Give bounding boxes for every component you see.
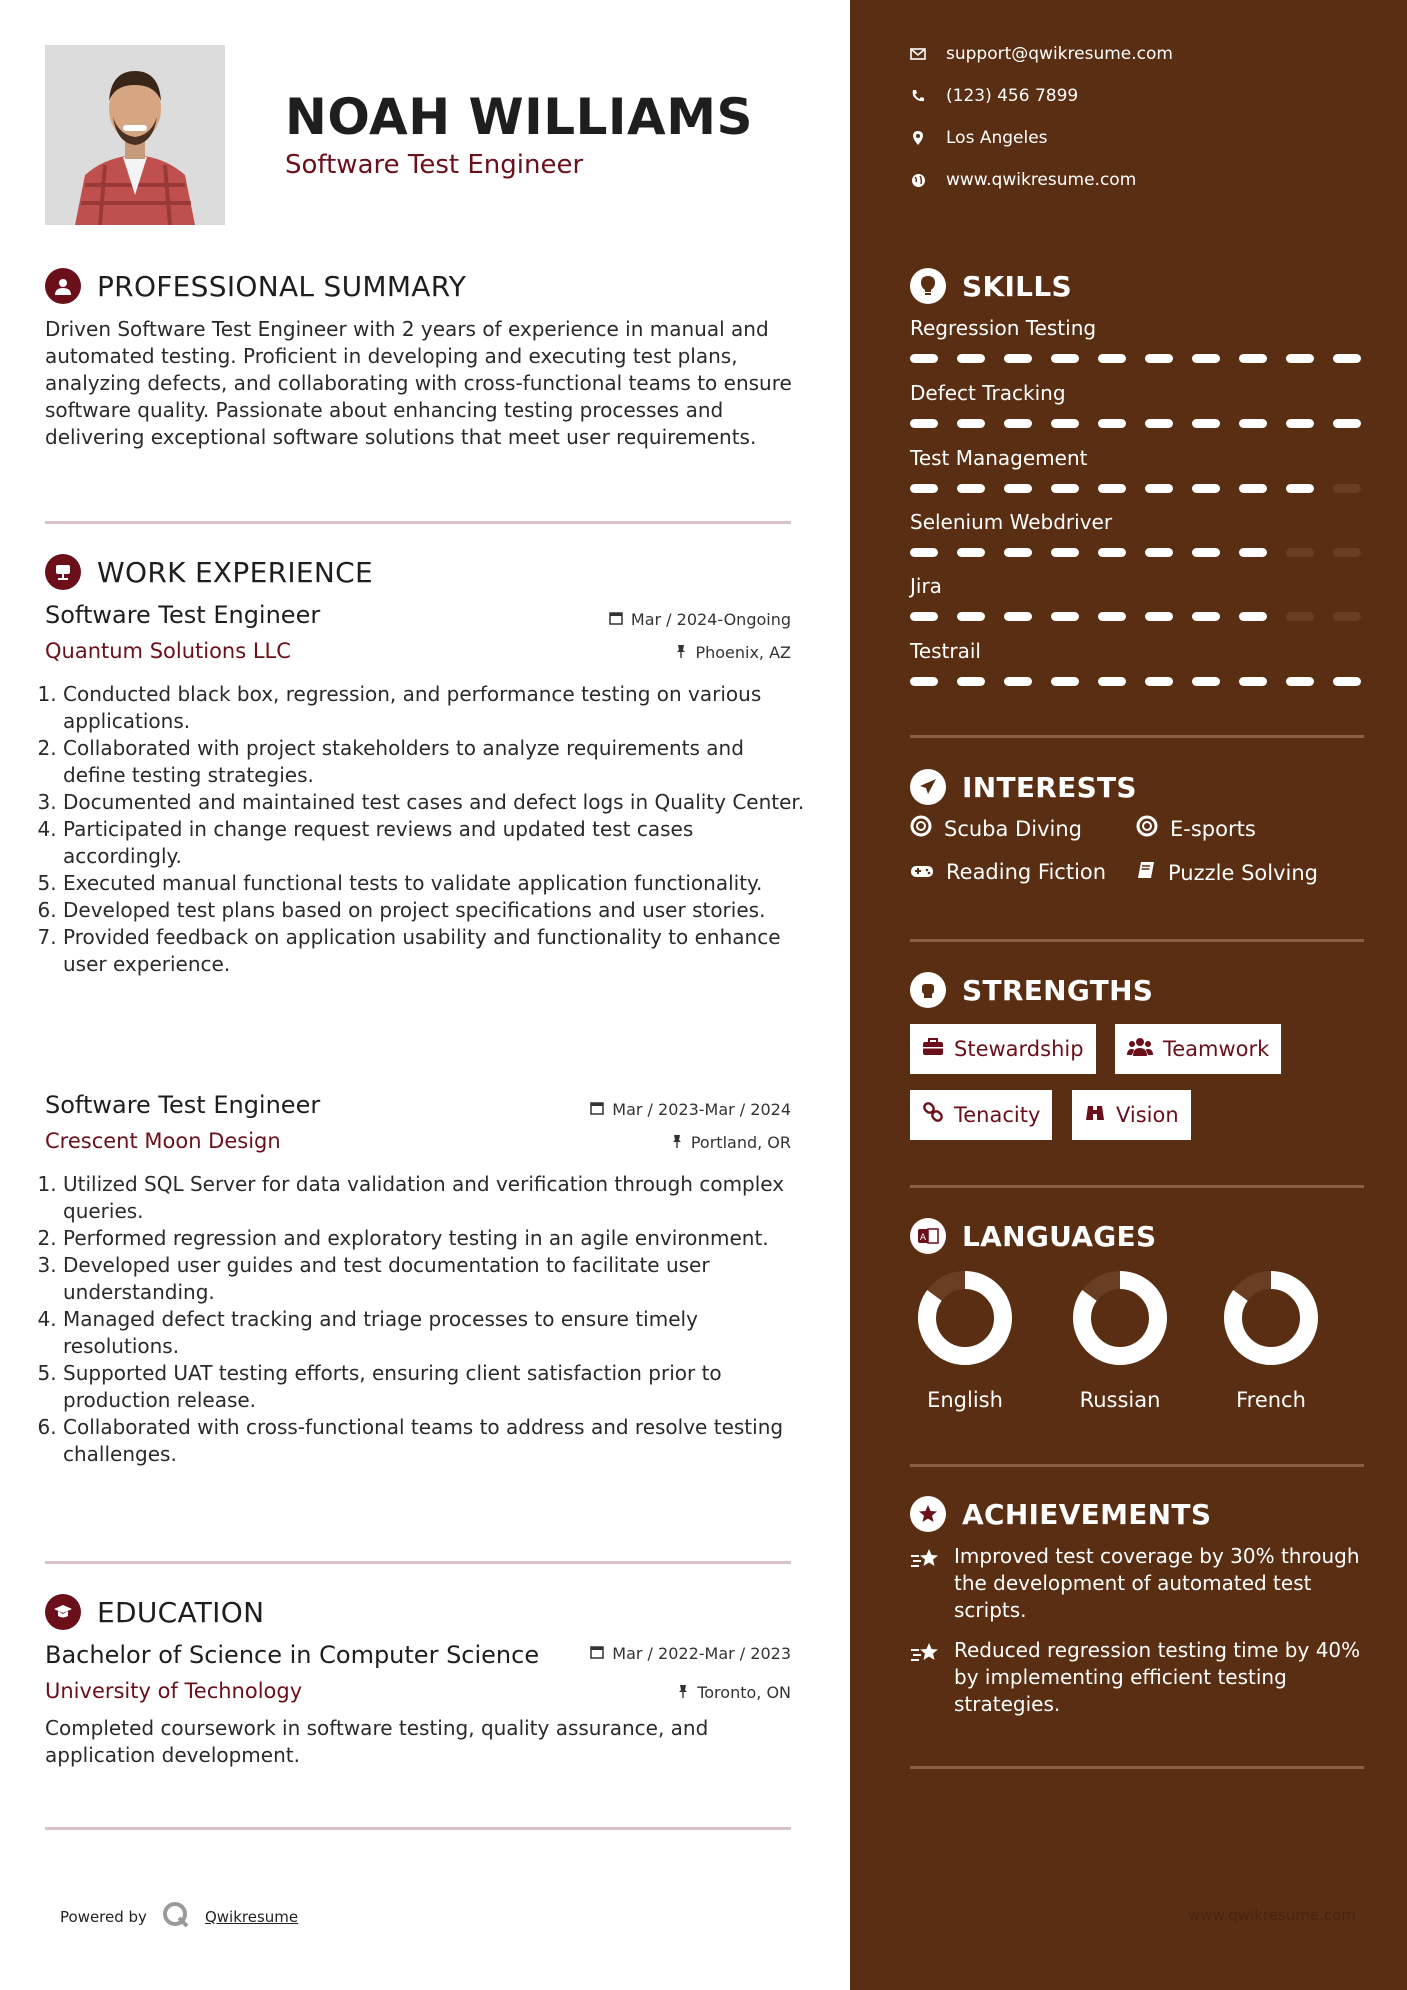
skills-title: SKILLS — [962, 269, 1072, 303]
language-item: Russian — [1065, 1270, 1175, 1412]
job-title: Software Test Engineer — [45, 601, 321, 629]
job-company: Crescent Moon Design — [45, 1129, 281, 1153]
skill-level-segment — [1333, 354, 1361, 363]
divider — [910, 1766, 1364, 1769]
skill-level-segment — [1333, 677, 1361, 686]
skill-item: Defect Tracking — [910, 381, 1364, 428]
skill-level-segment — [1051, 354, 1079, 363]
list-item: 7. Provided feedback on application usability and functionality to enhance user experience. — [63, 924, 805, 978]
skill-level-segment — [1051, 612, 1079, 621]
skill-level-segment — [957, 354, 985, 363]
candidate-role: Software Test Engineer — [285, 150, 584, 180]
job-location: Phoenix, AZ — [675, 643, 791, 662]
language-icon — [910, 1218, 946, 1254]
skill-level-segment — [1004, 354, 1032, 363]
skill-level-segment — [1145, 484, 1173, 493]
skill-level-segment — [1239, 677, 1267, 686]
language-gauge — [1072, 1270, 1168, 1366]
job-date: Mar / 2023-Mar / 2024 — [590, 1100, 791, 1119]
languages-heading — [910, 1218, 1156, 1254]
interest-item: Puzzle Solving — [1136, 860, 1318, 885]
skill-level-segment — [957, 484, 985, 493]
list-item: 1. Conducted black box, regression, and performance testing on various applications. — [63, 681, 805, 735]
summary-heading — [45, 268, 466, 304]
skill-level-segment — [1286, 548, 1314, 557]
skill-level-segment — [1145, 548, 1173, 557]
skill-level-segment — [1098, 484, 1126, 493]
achievement-item: Reduced regression testing time by 40% by implementing efficient testing strategies. — [910, 1637, 1364, 1718]
skill-level-segment — [1192, 548, 1220, 557]
skill-level-segment — [1333, 419, 1361, 428]
interests-title: INTERESTS — [962, 770, 1137, 804]
education-location: Toronto, ON — [677, 1683, 791, 1702]
experience-title: WORK EXPERIENCE — [97, 555, 373, 589]
strength-chip: Stewardship — [910, 1024, 1096, 1074]
education-heading — [45, 1594, 264, 1630]
qwikresume-logo-icon — [161, 1900, 191, 1934]
briefcase-icon — [922, 1037, 944, 1061]
job-title: Software Test Engineer — [45, 1091, 321, 1119]
skill-level-bar — [910, 354, 1364, 363]
language-gauge — [1223, 1270, 1319, 1366]
shooting-star-icon — [910, 1543, 940, 1624]
skill-item: Testrail — [910, 639, 1364, 686]
skill-level-segment — [1239, 419, 1267, 428]
footer-url: www.qwikresume.com — [1188, 1906, 1356, 1924]
experience-heading — [45, 554, 373, 590]
list-item: 5. Supported UAT testing efforts, ensuring client satisfaction prior to production release. — [63, 1360, 805, 1414]
skill-item: Selenium Webdriver — [910, 510, 1364, 557]
contact-location: Los Angeles — [910, 128, 1048, 148]
skill-level-bar — [910, 484, 1364, 493]
skill-level-segment — [1333, 484, 1361, 493]
interests-heading — [910, 769, 1137, 805]
skill-level-segment — [1333, 612, 1361, 621]
education-title: EDUCATION — [97, 1595, 265, 1629]
skill-level-segment — [910, 419, 938, 428]
map-marker-icon — [910, 130, 926, 146]
skill-level-segment — [910, 612, 938, 621]
list-item: 6. Developed test plans based on project specifications and user stories. — [63, 897, 805, 924]
calendar-icon — [609, 610, 623, 629]
skill-level-bar — [910, 677, 1364, 686]
job-date: Mar / 2024-Ongoing — [609, 610, 791, 629]
list-item: 5. Executed manual functional tests to validate application functionality. — [63, 870, 805, 897]
skill-level-bar — [910, 612, 1364, 621]
divider — [910, 735, 1364, 738]
skill-level-segment — [1192, 612, 1220, 621]
achievement-item: Improved test coverage by 30% through the development of automated test scripts. — [910, 1543, 1364, 1624]
language-item: English — [910, 1270, 1020, 1412]
list-item: 4. Participated in change request reviews and updated test cases accordingly. — [63, 816, 805, 870]
skill-level-segment — [957, 612, 985, 621]
profile-photo — [45, 45, 225, 225]
skill-level-segment — [1192, 419, 1220, 428]
list-item: 1. Utilized SQL Server for data validation and verification through complex queries. — [63, 1171, 805, 1225]
calendar-icon — [590, 1100, 604, 1119]
contact-email: support@qwikresume.com — [910, 44, 1173, 64]
skill-level-segment — [1051, 548, 1079, 557]
strength-chip: Tenacity — [910, 1090, 1052, 1140]
lightbulb-icon — [910, 268, 946, 304]
strength-chip: Vision — [1072, 1090, 1191, 1140]
pin-icon — [675, 643, 687, 662]
skills-heading — [910, 268, 1072, 304]
skill-level-segment — [1239, 354, 1267, 363]
list-item: 4. Managed defect tracking and triage processes to ensure timely resolutions. — [63, 1306, 805, 1360]
pin-icon — [677, 1683, 689, 1702]
strengths-title: STRENGTHS — [962, 973, 1154, 1007]
summary-text: Driven Software Test Engineer with 2 years of experience in manual and automated testing. Proficient in developing and executing test plans, analyzing defects, and collaborating with cross-functional teams to ensure software quality. Passionate about enhancing testing processes and delivering exceptional software solutions that meet user requirements. — [45, 317, 792, 449]
users-icon — [1127, 1037, 1153, 1062]
skill-level-bar — [910, 419, 1364, 428]
interest-item: Reading Fiction — [910, 860, 1106, 884]
skill-level-segment — [1145, 612, 1173, 621]
skill-level-segment — [1051, 677, 1079, 686]
divider — [45, 1827, 791, 1830]
education-text: Completed coursework in software testing, quality assurance, and application development. — [45, 1716, 709, 1767]
skill-level-segment — [1098, 677, 1126, 686]
list-item: 3. Developed user guides and test documentation to facilitate user understanding. — [63, 1252, 805, 1306]
language-gauge — [917, 1270, 1013, 1366]
svg-text:A: A — [919, 1233, 927, 1243]
education-date: Mar / 2022-Mar / 2023 — [590, 1644, 791, 1663]
skill-item: Jira — [910, 574, 1364, 621]
calendar-icon — [590, 1644, 604, 1663]
skill-level-segment — [1098, 419, 1126, 428]
skill-level-segment — [1286, 419, 1314, 428]
qwikresume-link[interactable]: Qwikresume — [204, 1908, 299, 1926]
pin-icon — [671, 1133, 683, 1152]
skill-level-segment — [910, 354, 938, 363]
binoculars-icon — [1084, 1102, 1106, 1129]
list-item: 6. Collaborated with cross-functional teams to address and resolve testing challenges. — [63, 1414, 805, 1468]
skill-level-segment — [1004, 548, 1032, 557]
divider — [910, 939, 1364, 942]
book-icon — [1136, 860, 1156, 885]
skill-level-segment — [1286, 677, 1314, 686]
skill-level-segment — [1051, 484, 1079, 493]
skill-level-segment — [910, 677, 938, 686]
life-ring-icon — [1136, 815, 1158, 842]
skill-level-segment — [1286, 354, 1314, 363]
skill-level-segment — [1098, 354, 1126, 363]
skill-level-segment — [910, 548, 938, 557]
skill-item: Regression Testing — [910, 316, 1364, 363]
user-icon — [45, 268, 81, 304]
skill-level-segment — [957, 548, 985, 557]
skill-level-segment — [957, 419, 985, 428]
skill-level-segment — [957, 677, 985, 686]
contact-phone: (123) 456 7899 — [910, 86, 1078, 106]
interest-item: Scuba Diving — [910, 815, 1082, 842]
star-badge-icon — [910, 1496, 946, 1532]
skill-level-segment — [1098, 548, 1126, 557]
graduation-cap-icon — [45, 1594, 81, 1630]
shooting-star-icon — [910, 1637, 940, 1718]
interest-item: E-sports — [1136, 815, 1256, 842]
skill-level-segment — [1004, 419, 1032, 428]
globe-icon — [910, 172, 926, 188]
skill-level-segment — [1145, 354, 1173, 363]
skill-level-segment — [1192, 677, 1220, 686]
divider — [45, 1561, 791, 1564]
skill-level-segment — [1004, 677, 1032, 686]
skill-level-segment — [1004, 484, 1032, 493]
summary-title: PROFESSIONAL SUMMARY — [97, 269, 467, 303]
skill-level-segment — [910, 484, 938, 493]
strength-chip: Teamwork — [1115, 1024, 1281, 1074]
skill-level-segment — [1145, 677, 1173, 686]
list-item: 2. Performed regression and exploratory testing in an agile environment. — [63, 1225, 805, 1252]
skill-level-segment — [1286, 484, 1314, 493]
divider — [45, 521, 791, 524]
fist-icon — [910, 972, 946, 1008]
candidate-name: NOAH WILLIAMS — [285, 88, 753, 146]
skill-level-bar — [910, 548, 1364, 557]
job-company: Quantum Solutions LLC — [45, 639, 291, 663]
school-name: University of Technology — [45, 1679, 303, 1703]
powered-by: Powered by Qwikresume — [60, 1900, 298, 1934]
link-icon — [922, 1102, 944, 1129]
life-ring-icon — [910, 815, 932, 842]
skill-level-segment — [1051, 419, 1079, 428]
skill-level-segment — [1192, 354, 1220, 363]
job-location: Portland, OR — [671, 1133, 791, 1152]
skill-level-segment — [1239, 484, 1267, 493]
contact-website: www.qwikresume.com — [910, 170, 1136, 190]
paper-plane-icon — [910, 769, 946, 805]
list-item: 3. Documented and maintained test cases and defect logs in Quality Center. — [63, 789, 805, 816]
skill-level-segment — [1192, 484, 1220, 493]
briefcase-icon — [45, 554, 81, 590]
phone-icon — [910, 88, 926, 104]
skill-level-segment — [1004, 612, 1032, 621]
skill-level-segment — [1098, 612, 1126, 621]
skill-level-segment — [1145, 419, 1173, 428]
languages-title: LANGUAGES — [962, 1219, 1157, 1253]
skill-level-segment — [1333, 548, 1361, 557]
skill-level-segment — [1239, 548, 1267, 557]
skill-level-segment — [1239, 612, 1267, 621]
job-bullets — [45, 681, 805, 978]
skill-item: Test Management — [910, 446, 1364, 493]
achievements-heading — [910, 1496, 1211, 1532]
list-item: 2. Collaborated with project stakeholders to analyze requirements and define testing strategies. — [63, 735, 805, 789]
gamepad-icon — [910, 860, 934, 884]
language-item: French — [1216, 1270, 1326, 1412]
degree-title: Bachelor of Science in Computer Science — [45, 1641, 540, 1669]
divider — [910, 1185, 1364, 1188]
strengths-heading — [910, 972, 1153, 1008]
envelope-icon — [910, 46, 926, 62]
divider — [910, 1464, 1364, 1467]
achievements-title: ACHIEVEMENTS — [962, 1497, 1212, 1531]
skill-level-segment — [1286, 612, 1314, 621]
job-bullets — [45, 1171, 805, 1468]
